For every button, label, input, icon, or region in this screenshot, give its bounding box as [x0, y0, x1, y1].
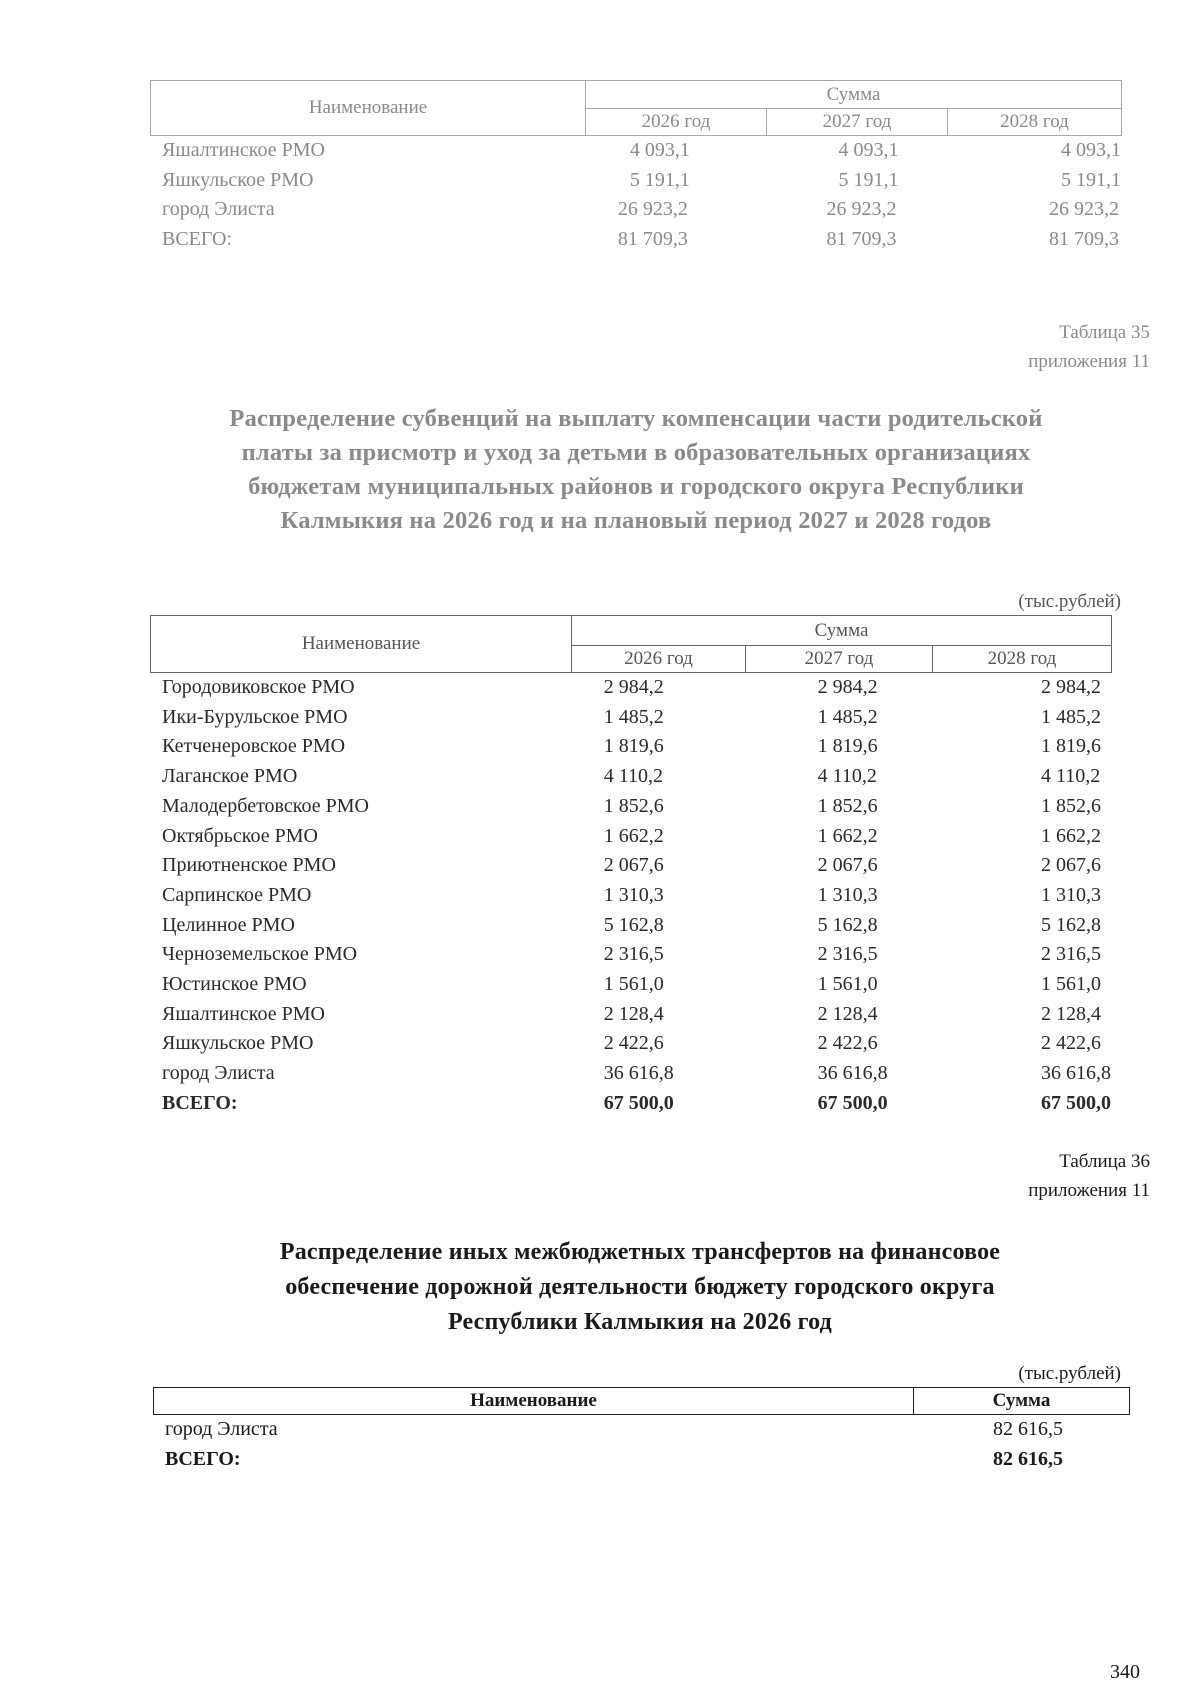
- appendix-ref: приложения 11: [1028, 1180, 1150, 1201]
- table35-title: [150, 402, 1122, 538]
- table34-fragment: [150, 80, 1122, 255]
- row-name: Малодербетовское РМО: [162, 794, 369, 817]
- row-name: Яшалтинское РМО: [162, 139, 325, 161]
- row-value: 1 662,2: [603, 824, 664, 847]
- row-value: 1 485,2: [817, 705, 878, 728]
- table35-unit: (тыс.рублей): [1018, 591, 1121, 612]
- row-value: 2 128,4: [603, 1002, 664, 1025]
- row-value: 26 923,2: [1049, 198, 1119, 221]
- table36: [153, 1387, 1130, 1474]
- header-year: 2028 год: [987, 648, 1057, 669]
- table-row: [150, 911, 1112, 941]
- page-number: 340: [1110, 1661, 1140, 1683]
- row-value: 67 500,0: [817, 1091, 888, 1114]
- table35-label: [860, 318, 1150, 376]
- header-sum: Сумма: [572, 616, 1112, 646]
- row-value: 2 984,2: [817, 676, 878, 698]
- header-year: 2027 год: [746, 646, 933, 673]
- title-line: обеспечение дорожной деятельности бюджету городского округа: [285, 1274, 995, 1300]
- row-value: 5 162,8: [1041, 913, 1101, 936]
- row-name: Лаганское РМО: [162, 765, 298, 788]
- row-value: 2 316,5: [603, 943, 664, 966]
- table35-header: [150, 615, 1112, 673]
- row-value: 2 067,6: [817, 854, 878, 877]
- header-sum: Сумма: [992, 1390, 1051, 1411]
- row-value: 2 984,2: [1041, 676, 1101, 698]
- table-row-total: [150, 225, 1122, 255]
- row-value: 5 191,1: [1061, 168, 1121, 191]
- row-value: 1 310,3: [603, 883, 664, 906]
- title-line: платы за присмотр и уход за детьми в образовательных организациях: [241, 439, 1031, 466]
- table-row: [150, 822, 1112, 852]
- row-value: 36 616,8: [817, 1062, 888, 1085]
- table-row: [150, 762, 1112, 792]
- row-name: город Элиста: [165, 1418, 278, 1440]
- row-value: 2 422,6: [817, 1032, 878, 1055]
- title-line: Распределение иных межбюджетных трансфертов на финансовое: [279, 1239, 1001, 1265]
- table-row: [150, 792, 1112, 822]
- table-row: [150, 703, 1112, 733]
- row-value: 5 162,8: [603, 913, 664, 936]
- row-value: 1 852,6: [817, 794, 878, 817]
- row-name: ВСЕГО:: [162, 228, 232, 251]
- table-row-total: [150, 1089, 1112, 1119]
- table-row: [150, 136, 1122, 166]
- table-row: [150, 1000, 1112, 1030]
- row-name: ВСЕГО:: [165, 1447, 241, 1470]
- row-name: Городовиковское РМО: [162, 676, 355, 698]
- row-value: 2 316,5: [1041, 943, 1101, 966]
- row-value: 1 310,3: [817, 883, 878, 906]
- row-name: ВСЕГО:: [162, 1091, 238, 1114]
- row-value: 26 923,2: [617, 198, 688, 221]
- row-value: 82 616,5: [993, 1447, 1063, 1470]
- row-value: 4 093,1: [838, 139, 899, 161]
- row-value: 4 093,1: [1061, 139, 1121, 161]
- title-line: бюджетам муниципальных районов и городского округа Республики: [248, 473, 1024, 500]
- row-name: Октябрьское РМО: [162, 824, 318, 847]
- table-row: [150, 970, 1112, 1000]
- row-value: 81 709,3: [617, 228, 688, 251]
- row-value: 81 709,3: [826, 228, 897, 251]
- table34-body: [150, 136, 1122, 255]
- row-value: 1 819,6: [817, 735, 878, 758]
- row-value: 2 984,2: [603, 676, 664, 698]
- table-row: [150, 881, 1112, 911]
- table-row: [150, 851, 1112, 881]
- row-value: 2 316,5: [817, 943, 878, 966]
- row-value: 1 310,3: [1041, 883, 1101, 906]
- table35-body: [150, 673, 1112, 1119]
- header-name: Наименование: [154, 1388, 914, 1415]
- row-name: город Элиста: [162, 198, 275, 221]
- row-value: 1 662,2: [1041, 824, 1101, 847]
- table36-title: [160, 1235, 1120, 1340]
- row-value: 2 067,6: [1041, 854, 1101, 877]
- row-value: 1 561,0: [817, 973, 878, 996]
- row-value: 1 561,0: [1041, 973, 1101, 996]
- title-line: Калмыкия на 2026 год и на плановый период 2027 и 2028 годов: [280, 507, 992, 534]
- row-value: 26 923,2: [826, 198, 897, 221]
- header-year: 2026 год: [572, 646, 746, 673]
- row-value: 2 128,4: [1041, 1002, 1101, 1025]
- table-row: [150, 166, 1122, 196]
- header-year: 2027 год: [767, 109, 948, 136]
- row-value: 5 162,8: [817, 913, 878, 936]
- table36-unit: (тыс.рублей): [1018, 1363, 1121, 1384]
- row-value: 2 067,6: [603, 854, 664, 877]
- row-name: Яшкульское РМО: [162, 1032, 314, 1055]
- row-name: Яшкульское РМО: [162, 168, 314, 191]
- row-value: 36 616,8: [1041, 1062, 1111, 1085]
- row-name: город Элиста: [162, 1062, 275, 1085]
- row-value: 1 485,2: [603, 705, 664, 728]
- header-name: Наименование: [151, 616, 572, 673]
- table36-body: [153, 1415, 1130, 1474]
- table-number: Таблица 36: [1059, 1151, 1150, 1172]
- row-name: Целинное РМО: [162, 913, 295, 936]
- title-line: Распределение субвенций на выплату компенсации части родительской: [229, 405, 1043, 432]
- row-value: 5 191,1: [838, 168, 899, 191]
- table-number: Таблица 35: [1059, 322, 1150, 343]
- table-row: [150, 732, 1112, 762]
- row-value: 4 110,2: [1041, 765, 1101, 788]
- table-row: [153, 1415, 1130, 1445]
- table-row: [150, 1059, 1112, 1089]
- header-year: 2028 год: [1000, 111, 1069, 132]
- table36-header: [153, 1387, 1130, 1415]
- row-value: 4 110,2: [817, 765, 877, 788]
- row-value: 67 500,0: [1041, 1091, 1111, 1114]
- row-name: Кетченеровское РМО: [162, 735, 346, 758]
- row-value: 2 422,6: [603, 1032, 664, 1055]
- row-name: Ики-Бурульское РМО: [162, 705, 348, 728]
- row-value: 1 819,6: [1041, 735, 1101, 758]
- row-value: 5 191,1: [629, 168, 690, 191]
- header-year: 2026 год: [586, 109, 767, 136]
- table35: [150, 615, 1112, 1119]
- row-name: Черноземельское РМО: [162, 943, 358, 966]
- row-value: 1 852,6: [603, 794, 664, 817]
- appendix-ref: приложения 11: [1028, 351, 1150, 372]
- row-value: 1 485,2: [1041, 705, 1101, 728]
- row-value: 2 422,6: [1041, 1032, 1101, 1055]
- row-name: Юстинское РМО: [162, 973, 307, 996]
- row-name: Приютненское РМО: [162, 854, 336, 877]
- row-name: Яшалтинское РМО: [162, 1002, 325, 1025]
- table-row: [150, 195, 1122, 225]
- row-value: 81 709,3: [1049, 228, 1119, 251]
- row-name: Сарпинское РМО: [162, 883, 312, 906]
- row-value: 2 128,4: [817, 1002, 878, 1025]
- row-value: 36 616,8: [603, 1062, 674, 1085]
- table-row: [150, 940, 1112, 970]
- row-value: 4 110,2: [603, 765, 663, 788]
- row-value: 1 561,0: [603, 973, 664, 996]
- row-value: 1 819,6: [603, 735, 664, 758]
- table34-header: [150, 80, 1122, 136]
- row-value: 67 500,0: [603, 1091, 674, 1114]
- row-value: 1 852,6: [1041, 794, 1101, 817]
- title-line: Республики Калмыкия на 2026 год: [447, 1309, 833, 1335]
- row-value: 4 093,1: [629, 139, 690, 161]
- header-name: Наименование: [151, 81, 586, 136]
- table-row: [150, 673, 1112, 703]
- row-value: 82 616,5: [993, 1418, 1063, 1440]
- table36-label: [860, 1147, 1150, 1205]
- row-value: 1 662,2: [817, 824, 878, 847]
- table-row: [150, 1029, 1112, 1059]
- table-row-total: [153, 1445, 1130, 1475]
- header-sum: Сумма: [586, 81, 1122, 109]
